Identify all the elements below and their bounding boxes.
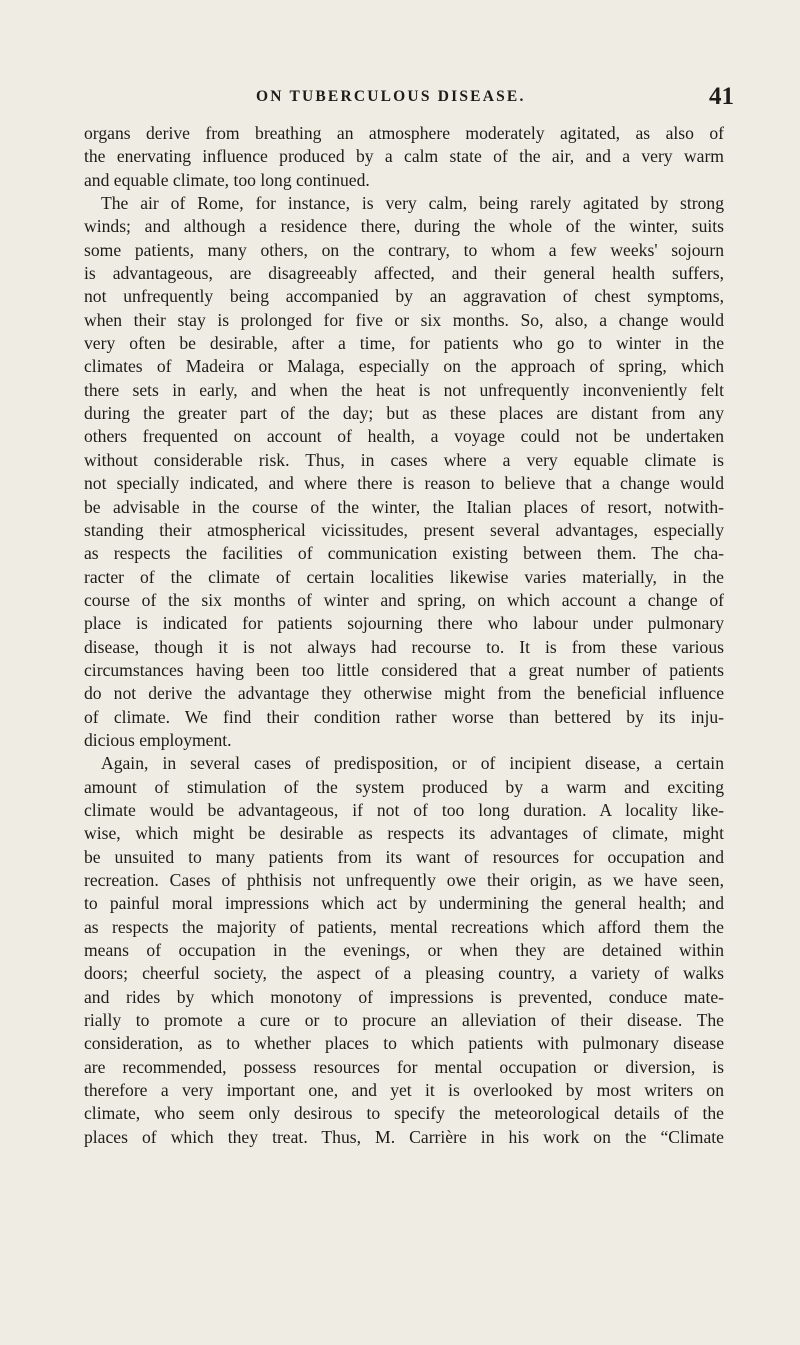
text-line: place is indicated for patients sojourning there who labour under pulmonary <box>84 613 724 634</box>
text-line: course of the six months of winter and spring, on which account a change of <box>84 589 724 610</box>
running-head <box>0 83 800 112</box>
text-line: disease, though it is not always had recourse to. It is from these various <box>84 636 724 657</box>
text-line: recreation. Cases of phthisis not unfrequently owe their origin, as we have seen, <box>84 870 724 890</box>
paragraph-first-line: Again, in several cases of predisposition, or of incipient disease, a certain <box>101 753 724 774</box>
page-number: 41 <box>709 83 734 110</box>
text-line: some patients, many others, on the contrary, to whom a few weeks' sojourn <box>84 239 724 260</box>
text-line: as respects the facilities of communication existing between them. The cha- <box>84 543 724 564</box>
text-line: dicious employment. <box>84 729 232 750</box>
text-line: racter of the climate of certain localities likewise varies materially, in the <box>84 566 724 587</box>
text-line: doors; cheerful society, the aspect of a pleasing country, a variety of walks <box>84 963 724 984</box>
text-line: be advisable in the course of the winter, the Italian places of resort, notwith- <box>84 496 724 517</box>
text-line: of climate. We find their condition rather worse than bettered by its inju- <box>84 706 724 727</box>
body-text <box>84 122 724 1149</box>
text-line: the enervating influence produced by a calm state of the air, and a very warm <box>84 146 724 167</box>
text-line: climates of Madeira or Malaga, especially on the approach of spring, which <box>84 356 724 377</box>
text-line: not unfrequently being accompanied by an aggravation of chest symptoms, <box>84 286 724 307</box>
text-line: climate would be advantageous, if not of too long duration. A locality like- <box>84 799 724 820</box>
text-line: do not derive the advantage they otherwise might from the beneficial influence <box>84 683 724 704</box>
text-line: be unsuited to many patients from its want of resources for occupation and <box>84 846 724 867</box>
text-line: organs derive from breathing an atmosphere moderately agitated, as also of <box>84 123 724 143</box>
text-line: places of which they treat. Thus, M. Carrière in his work on the “Climate <box>84 1126 724 1147</box>
text-line: therefore a very important one, and yet it is overlooked by most writers on <box>84 1080 724 1101</box>
text-line: to painful moral impressions which act by undermining the general health; and <box>84 893 724 914</box>
paragraph-first-line: The air of Rome, for instance, is very calm, being rarely agitated by strong <box>101 193 724 214</box>
text-line: and equable climate, too long continued. <box>84 169 370 190</box>
text-line: circumstances having been too little considered that a great number of patients <box>84 659 724 680</box>
text-line: consideration, as to whether places to which patients with pulmonary disease <box>84 1033 724 1054</box>
text-line: rially to promote a cure or to procure an alleviation of their disease. The <box>84 1010 724 1031</box>
text-line: wise, which might be desirable as respects its advantages of climate, might <box>84 823 724 844</box>
text-line: there sets in early, and when the heat is not unfrequently inconveniently felt <box>84 379 724 400</box>
text-line: and rides by which monotony of impressions is prevented, conduce mate- <box>84 986 724 1007</box>
text-line: without considerable risk. Thus, in cases where a very equable climate is <box>84 449 724 470</box>
text-line: as respects the majority of patients, mental recreations which afford them the <box>84 916 724 937</box>
text-line: during the greater part of the day; but as these places are distant from any <box>84 403 724 424</box>
text-line: means of occupation in the evenings, or when they are detained within <box>84 940 724 961</box>
text-line: is advantageous, are disagreeably affected, and their general health suffers, <box>84 263 724 284</box>
text-line: very often be desirable, after a time, for patients who go to winter in the <box>84 333 724 354</box>
text-line: amount of stimulation of the system produced by a warm and exciting <box>84 776 724 797</box>
running-title: ON TUBERCULOUS DISEASE. <box>256 88 526 105</box>
text-line: not specially indicated, and where there is reason to believe that a change would <box>84 473 724 494</box>
text-line: winds; and although a residence there, during the whole of the winter, suits <box>84 216 724 237</box>
text-line: others frequented on account of health, a voyage could not be undertaken <box>84 426 724 447</box>
text-line: standing their atmospherical vicissitudes, present several advantages, especially <box>84 519 724 540</box>
text-line: are recommended, possess resources for mental occupation or diversion, is <box>84 1056 724 1077</box>
text-line: climate, who seem only desirous to specify the meteorological details of the <box>84 1103 724 1124</box>
text-line: when their stay is prolonged for five or six months. So, also, a change would <box>84 309 724 330</box>
